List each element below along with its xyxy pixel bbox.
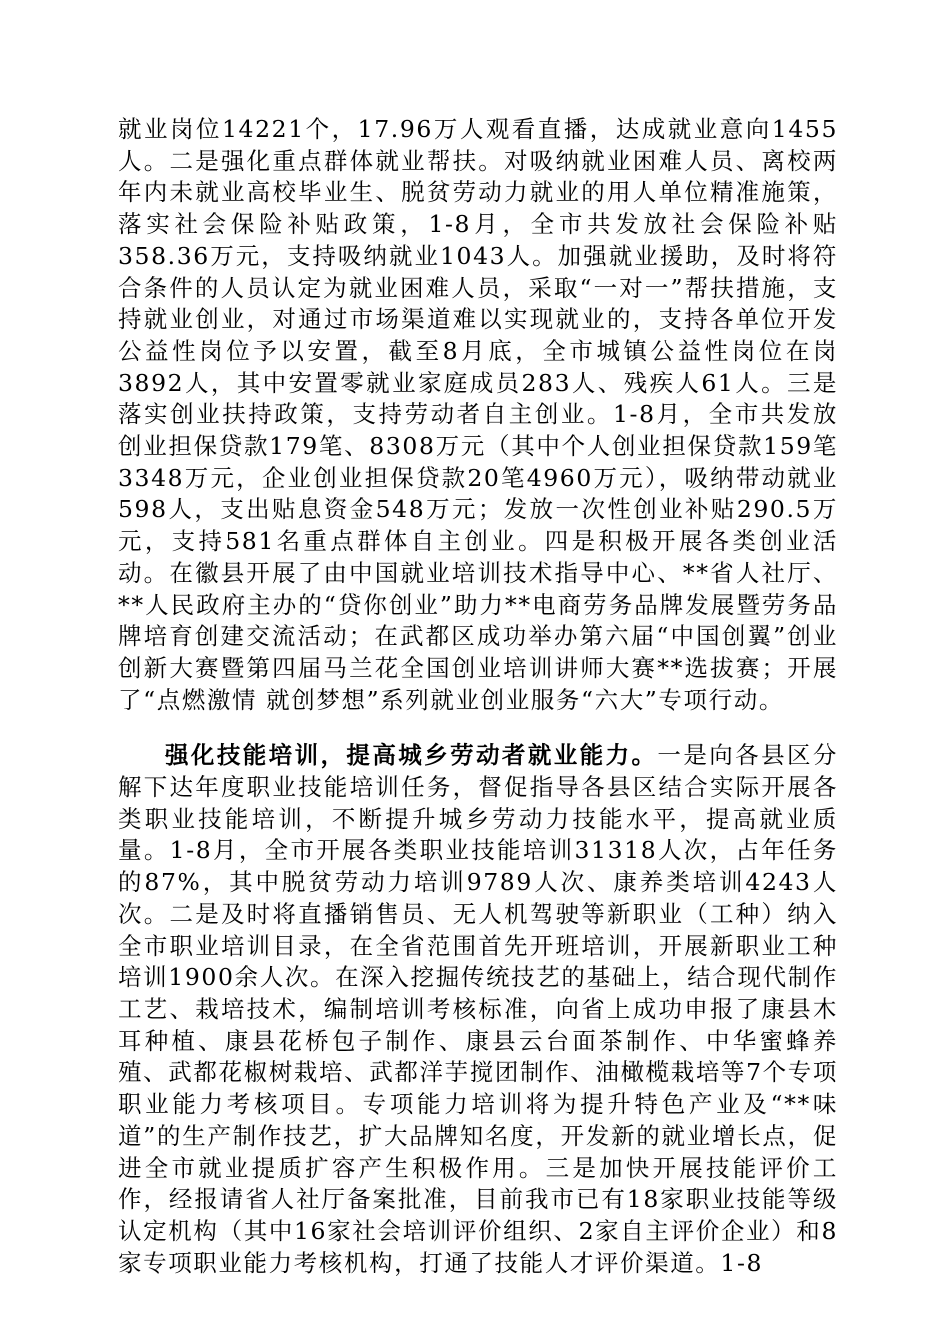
paragraph-text: 就业岗位14221个，17.96万人观看直播，达成就业意向1455人。二是强化重点群体就业帮扶。对吸纳就业困难人员、离校两年内未就业高校毕业生、脱贫劳动力就业的用人单位精准施策，落实社会保险补贴政策，1-8月，全市共发放社会保险补贴358.36万元，支持吸纳就业1043人。加强就业援助，及时将符合条件的人员认定为就业困难人员，采取“一对一”帮扶措施，支持就业创业，对通过市场渠道难以实现就业的，支持各单位开发公益性岗位予以安置，截至8月底，全市城镇公益性岗位在岗3892人，其中安置零就业家庭成员283人、残疾人61人。三是落实创业扶持政策，支持劳动者自主创业。1-8月，全市共发放创业担保贷款179笔、8308万元（其中个人创业担保贷款159笔3348万元，企业创业担保贷款20笔4960万元），吸纳带动就业598人，支出贴息资金548万元；发放一次性创业补贴290.5万元，支持581名重点群体自主创业。四是积极开展各类创业活动。在徽县开展了由中国就业培训技术指导中心、**省人社厅、**人民政府主办的“贷你创业”助力**电商劳务品牌发展暨劳务品牌培育创建交流活动；在武都区成功举办第六届“中国创翼”创业创新大赛暨第四届马兰花全国创业培训讲师大赛**选拔赛；开展了“点燃激情 就创梦想”系列就业创业服务“六大”专项行动。 bbox=[118, 115, 838, 714]
paragraph-skills-training bbox=[118, 740, 838, 1279]
paragraph-text: 一是向各县区分解下达年度职业技能培训任务，督促指导各县区结合实际开展各类职业技能培训，不断提升城乡劳动力技能水平，提高就业质量。1-8月，全市开展各类职业技能培训31318人次，占年任务的87%，其中脱贫劳动力培训9789人次、康养类培训4243人次。二是及时将直播销售员、无人机驾驶等新职业（工种）纳入全市职业培训目录，在全省范围首先开班培训，开展新职业工种培训1900余人次。在深入挖掘传统技艺的基础上，结合现代制作工艺、栽培技术，编制培训考核标准，向省上成功申报了康县木耳种植、康县花桥包子制作、康县云台面茶制作、中华蜜蜂养殖、武都花椒树栽培、武都洋芋搅团制作、油橄榄栽培等7个专项职业能力考核项目。专项能力培训将为提升特色产业及“**味道”的生产制作技艺，扩大品牌知名度，开发新的就业增长点，促进全市就业提质扩容产生积极作用。三是加快开展技能评价工作，经报请省人社厅备案批准，目前我市已有18家职业技能等级认定机构（其中16家社会培训评价组织、2家自主评价企业）和8家专项职业能力考核机构，打通了技能人才评价渠道。1-8 bbox=[118, 741, 838, 1277]
paragraph-employment-support bbox=[118, 114, 838, 716]
document-body bbox=[118, 114, 838, 1279]
paragraph-heading: 强化技能培训，提高城乡劳动者就业能力。 bbox=[165, 741, 658, 770]
